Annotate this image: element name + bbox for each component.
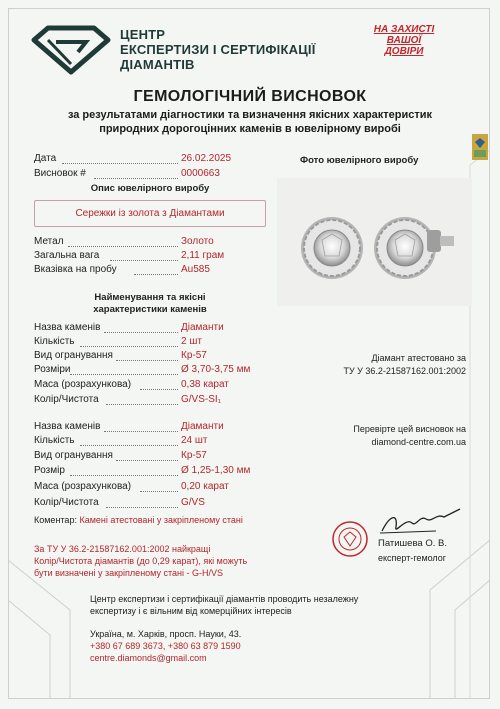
date-label: Дата: [34, 153, 57, 164]
leader-dots: [106, 499, 178, 508]
stone-qty-value: 2 шт: [181, 336, 202, 347]
stone-mass-value: 0,20 карат: [181, 481, 229, 492]
hallmark-value: Au585: [181, 264, 210, 275]
info-line-2: експертизу і є вільним від комерційних інтересів: [90, 606, 292, 616]
organization-name: [120, 27, 316, 72]
document-title: ГЕМОЛОГІЧНИЙ ВИСНОВОК: [133, 88, 367, 105]
leader-dots: [104, 324, 178, 333]
stone-cut-label: Вид огранування: [34, 450, 113, 461]
stones-section-title: [34, 292, 266, 316]
stone-size-value: Ø 1,25-1,30 мм: [181, 465, 251, 476]
stone-qty-label: Кількість: [34, 336, 75, 347]
stone-cut-value: Кр-57: [181, 450, 207, 461]
leader-dots: [106, 396, 178, 405]
stones-title-line-2: характеристики каменів: [93, 304, 207, 315]
stone-name-value: Діаманти: [181, 421, 224, 432]
stone-qty-value: 24 шт: [181, 435, 208, 446]
slogan-line-3: ДОВІРИ: [384, 46, 424, 57]
signature-icon: [376, 505, 466, 539]
hologram-icon: [472, 134, 488, 160]
stone-cut-value: Кр-57: [181, 350, 207, 361]
leader-dots: [116, 452, 178, 461]
leader-dots: [140, 381, 178, 390]
stone-mass-label: Маса (розрахункова): [34, 481, 132, 492]
independence-note: [90, 593, 358, 617]
leader-dots: [70, 366, 178, 375]
signer-name: Патишева О. В.: [378, 538, 447, 549]
stamp-icon: [330, 519, 370, 559]
stone-qty-label: Кількість: [34, 435, 75, 446]
stone-mass-value: 0,38 карат: [181, 379, 229, 390]
org-line-1: ЦЕНТР: [120, 27, 166, 42]
stone-mass-label: Маса (розрахункова): [34, 379, 132, 390]
stone-name-label: Назва каменів: [34, 421, 101, 432]
email[interactable]: centre.diamonds@gmail.com: [90, 653, 207, 663]
attested-line-1: Діамант атестовано за: [371, 353, 466, 363]
org-line-3: ДІАМАНТІВ: [120, 57, 195, 72]
item-description: Сережки із золота з Діамантами: [34, 200, 266, 227]
earrings-photo: [277, 178, 472, 306]
hallmark-label: Вказівка на пробу: [34, 264, 117, 275]
diamond-logo-icon: [30, 24, 112, 76]
item-section-title: Опис ювелірного виробу: [90, 183, 210, 194]
comment-value: Камені атестовані у закріпленому стані: [79, 515, 243, 525]
leader-dots: [94, 170, 178, 179]
stone-name-value: Діаманти: [181, 322, 224, 333]
photo-caption: Фото ювелірного виробу: [300, 155, 419, 166]
leader-dots: [110, 252, 178, 261]
slogan-line-2: ВАШОЇ: [386, 35, 422, 46]
subtitle-line-1: за результатами діагностики та визначення якісних характеристик: [67, 109, 433, 121]
metal-value: Золото: [181, 236, 214, 247]
stone-size-value: Ø 3,70-3,75 мм: [181, 364, 251, 375]
comment: [34, 515, 243, 525]
leader-dots: [140, 483, 178, 492]
stones-title-line-1: Найменування та якісні: [94, 292, 206, 303]
signer-role: експерт-гемолог: [378, 553, 447, 563]
stone-color-value: G/VS-SI₁: [181, 394, 222, 405]
org-line-2: ЕКСПЕРТИЗИ І СЕРТИФІКАЦІЇ: [120, 42, 316, 57]
stone-size-label: Розмір: [34, 465, 65, 476]
stone-cut-label: Вид огранування: [34, 350, 113, 361]
comment-label: Коментар:: [34, 515, 77, 525]
leader-dots: [62, 155, 178, 164]
address: Україна, м. Харків, просп. Науки, 43.: [90, 629, 242, 639]
conclusion-number-label: Висновок #: [34, 168, 86, 179]
metal-label: Метал: [34, 236, 64, 247]
leader-dots: [80, 437, 178, 446]
leader-dots: [80, 338, 178, 347]
document-subtitle: [40, 108, 460, 136]
subtitle-line-2: природних дорогоцінних каменів в ювелірному виробі: [99, 123, 401, 135]
leader-dots: [104, 423, 178, 432]
stone-color-value: G/VS: [181, 497, 205, 508]
conclusion-number-value: 0000663: [181, 168, 220, 179]
verify-link[interactable]: diamond-centre.com.ua: [371, 437, 466, 447]
date-value: 26.02.2025: [181, 153, 232, 164]
verify-note: [353, 423, 466, 449]
leader-dots: [134, 266, 178, 275]
slogan-line-1: НА ЗАХИСТІ: [373, 24, 435, 35]
weight-value: 2,11 грам: [181, 250, 225, 261]
stone-color-label: Колір/Чистота: [34, 394, 99, 405]
info-line-1: Центр експертизи і сертифікації діамантів проводить незалежну: [90, 594, 359, 604]
tu-note: [34, 543, 247, 579]
leader-dots: [70, 467, 178, 476]
stone-name-label: Назва каменів: [34, 322, 101, 333]
contact-info: [90, 628, 241, 664]
attested-note: [343, 352, 466, 378]
tu-note-line-3: бути визначені у закріпленому стані - G-H/VS: [34, 568, 223, 578]
weight-label: Загальна вага: [34, 250, 100, 261]
stone-color-label: Колір/Чистота: [34, 497, 99, 508]
leader-dots: [116, 352, 178, 361]
verify-line-1: Перевірте цей висновок на: [353, 424, 466, 434]
phones[interactable]: +380 67 689 3673, +380 63 879 1590: [90, 641, 241, 651]
tu-note-line-1: За ТУ У 36.2-21587162.001:2002 найкращі: [34, 544, 211, 554]
tu-note-line-2: Колір/Чистота діамантів (до 0,29 карат), які можуть: [34, 556, 248, 566]
stone-size-label: Розміри: [34, 364, 71, 375]
leader-dots: [68, 238, 178, 247]
attested-line-2: ТУ У 36.2-21587162.001:2002: [343, 366, 466, 376]
slogan-badge: [360, 24, 448, 57]
